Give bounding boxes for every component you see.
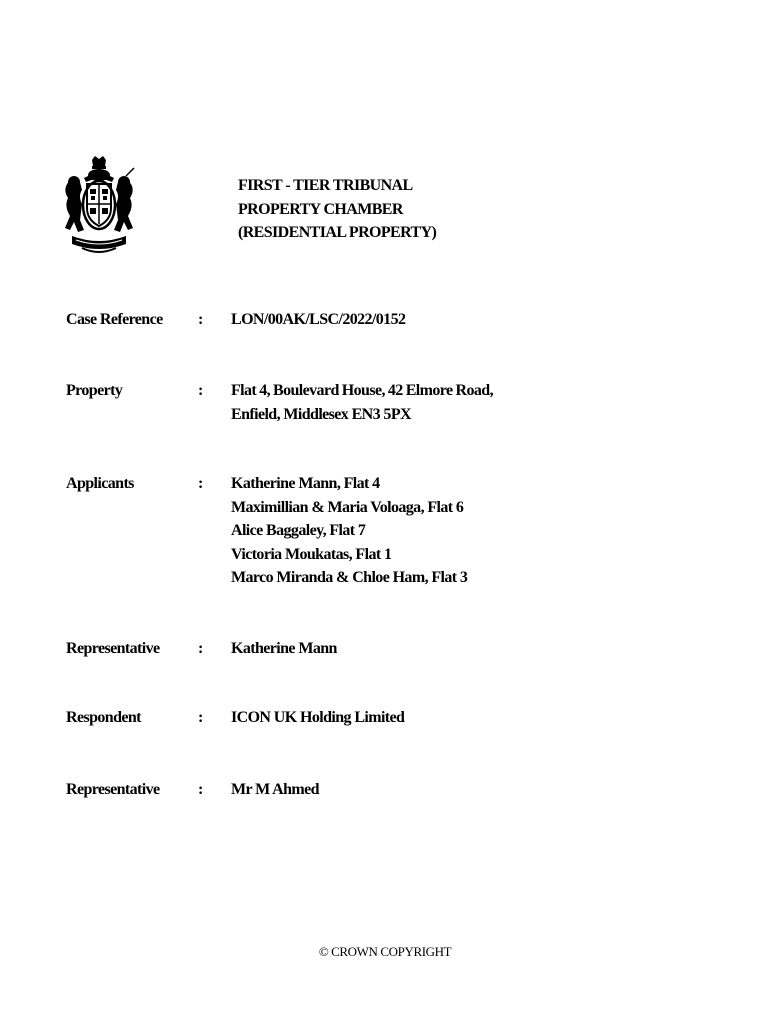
property-label: Property	[66, 382, 123, 399]
respondent-label: Respondent	[66, 709, 141, 726]
copyright-text: © CROWN COPYRIGHT	[318, 944, 452, 959]
list-item: Maximillian & Maria Voloaga, Flat 6	[231, 498, 464, 516]
title-line-3: (RESIDENTIAL PROPERTY)	[238, 224, 437, 241]
applicants-list	[231, 472, 493, 590]
address-word: Flat	[231, 382, 257, 399]
list-item: Alice Baggaley, Flat 7	[231, 522, 366, 539]
separator: :	[198, 382, 203, 399]
list-item: Marco Miranda & Chloe Ham, Flat 3	[231, 569, 468, 586]
applicant-representative-value: Katherine Mann	[231, 640, 337, 657]
address-word: 4,	[259, 382, 270, 399]
royal-crest-icon	[62, 156, 136, 256]
title-line-1: FIRST - TIER TRIBUNAL	[238, 177, 413, 194]
address-word: Elmore	[405, 382, 453, 399]
property-address-line-2: Enfield, Middlesex EN3 5PX	[231, 405, 411, 423]
separator: :	[198, 475, 203, 492]
list-item: Victoria Moukatas, Flat 1	[231, 545, 392, 563]
address-word: Road,	[455, 382, 493, 399]
separator: :	[198, 709, 203, 726]
property-address-line-1	[231, 379, 493, 403]
case-reference-value: LON/00AK/LSC/2022/0152	[231, 311, 406, 328]
case-reference-label: Case Reference	[66, 311, 163, 328]
list-item: Katherine Mann, Flat 4	[231, 475, 380, 492]
respondent-representative-value: Mr M Ahmed	[231, 781, 319, 798]
separator: :	[198, 781, 203, 798]
respondent-representative-label: Representative	[66, 781, 160, 798]
address-word: Boulevard	[273, 382, 339, 399]
tribunal-title	[238, 174, 436, 245]
separator: :	[198, 311, 203, 328]
address-word: 42	[387, 382, 403, 399]
applicant-representative-label: Representative	[66, 640, 160, 657]
crown-copyright	[0, 944, 770, 960]
applicants-label: Applicants	[66, 475, 134, 492]
title-line-2: PROPERTY CHAMBER	[238, 200, 403, 218]
separator: :	[198, 640, 203, 657]
respondent-value: ICON UK Holding Limited	[231, 709, 405, 726]
address-word: House,	[341, 382, 385, 399]
